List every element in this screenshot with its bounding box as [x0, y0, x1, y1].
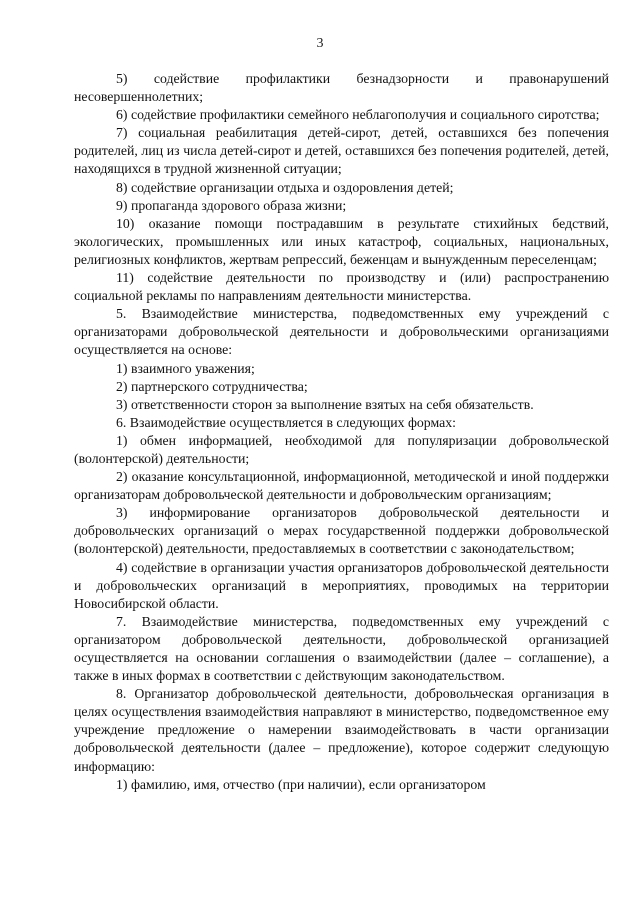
paragraph-item-11: 11) содействие деятельности по производству и (или) распространению социальной рекламы по направлениям деятельности министерства. [74, 270, 609, 304]
paragraph-item-6: 6) содействие профилактики семейного неблагополучия и социального сиротства; [116, 107, 600, 123]
paragraph-clause-8: 8. Организатор добровольческой деятельности, добровольческая организация в целях осуществления взаимодействия направляют в министерство, подведомственное ему учреждение предложение о намерении взаимодействовать в части организации добровольческой деятельности (далее – предложение), которое содержит следующую информацию: [74, 686, 609, 774]
paragraph-clause-6-item-3: 3) информирование организаторов добровольческой деятельности и добровольческих организаций о мерах государственной поддержки добровольческой (волонтерской) деятельности, предоставляемых в соответствии с законодательством; [74, 505, 609, 557]
paragraph-item-7: 7) социальная реабилитация детей-сирот, детей, оставшихся без попечения родителей, лиц из числа детей-сирот и детей, оставшихся без попечения родителей, детей, находящихся в трудной жизненной ситуации; [74, 125, 609, 177]
paragraph-clause-5-item-3: 3) ответственности сторон за выполнение взятых на себя обязательств. [116, 396, 534, 412]
paragraph-clause-8-item-1: 1) фамилию, имя, отчество (при наличии), если организатором [116, 776, 486, 792]
paragraph-item-5: 5) содействие профилактики безнадзорности и правонарушений несовершеннолетних; [74, 71, 609, 105]
paragraph-item-8: 8) содействие организации отдыха и оздоровления детей; [116, 179, 454, 195]
paragraph-clause-6-item-1: 1) обмен информацией, необходимой для популяризации добровольческой (волонтерской) деятельности; [74, 432, 609, 466]
paragraph-clause-7: 7. Взаимодействие министерства, подведомственных ему учреждений с организатором добровольческой деятельности, добровольческой организацией осуществляется на основании соглашения о взаимодействии (далее – соглашение), а также в иных формах в соответствии с действующим законодательством. [74, 613, 609, 684]
paragraph-clause-5-item-1: 1) взаимного уважения; [116, 360, 255, 376]
page-number: 3 [316, 36, 324, 51]
paragraph-item-9: 9) пропаганда здорового образа жизни; [116, 197, 347, 213]
paragraph-clause-5-item-2: 2) партнерского сотрудничества; [116, 378, 308, 394]
paragraph-item-10: 10) оказание помощи пострадавшим в результате стихийных бедствий, экологических, промышленных или иных катастроф, социальных, национальных, религиозных конфликтов, жертвам репрессий, беженцам и вынужденным переселенцам; [74, 215, 609, 267]
paragraph-clause-6-item-4: 4) содействие в организации участия организаторов добровольческой деятельности и добровольческих организаций в мероприятиях, проводимых на территории Новосибирской области. [74, 559, 609, 611]
paragraph-clause-5: 5. Взаимодействие министерства, подведомственных ему учреждений с организаторами добровольческой деятельности и добровольческими организациями осуществляется на основе: [74, 306, 609, 358]
paragraph-clause-6-item-2: 2) оказание консультационной, информационной, методической и иной поддержки организаторам добровольческой деятельности и добровольческим организациям; [74, 469, 609, 503]
paragraph-clause-6: 6. Взаимодействие осуществляется в следующих формах: [116, 414, 456, 430]
body-text [74, 70, 609, 794]
